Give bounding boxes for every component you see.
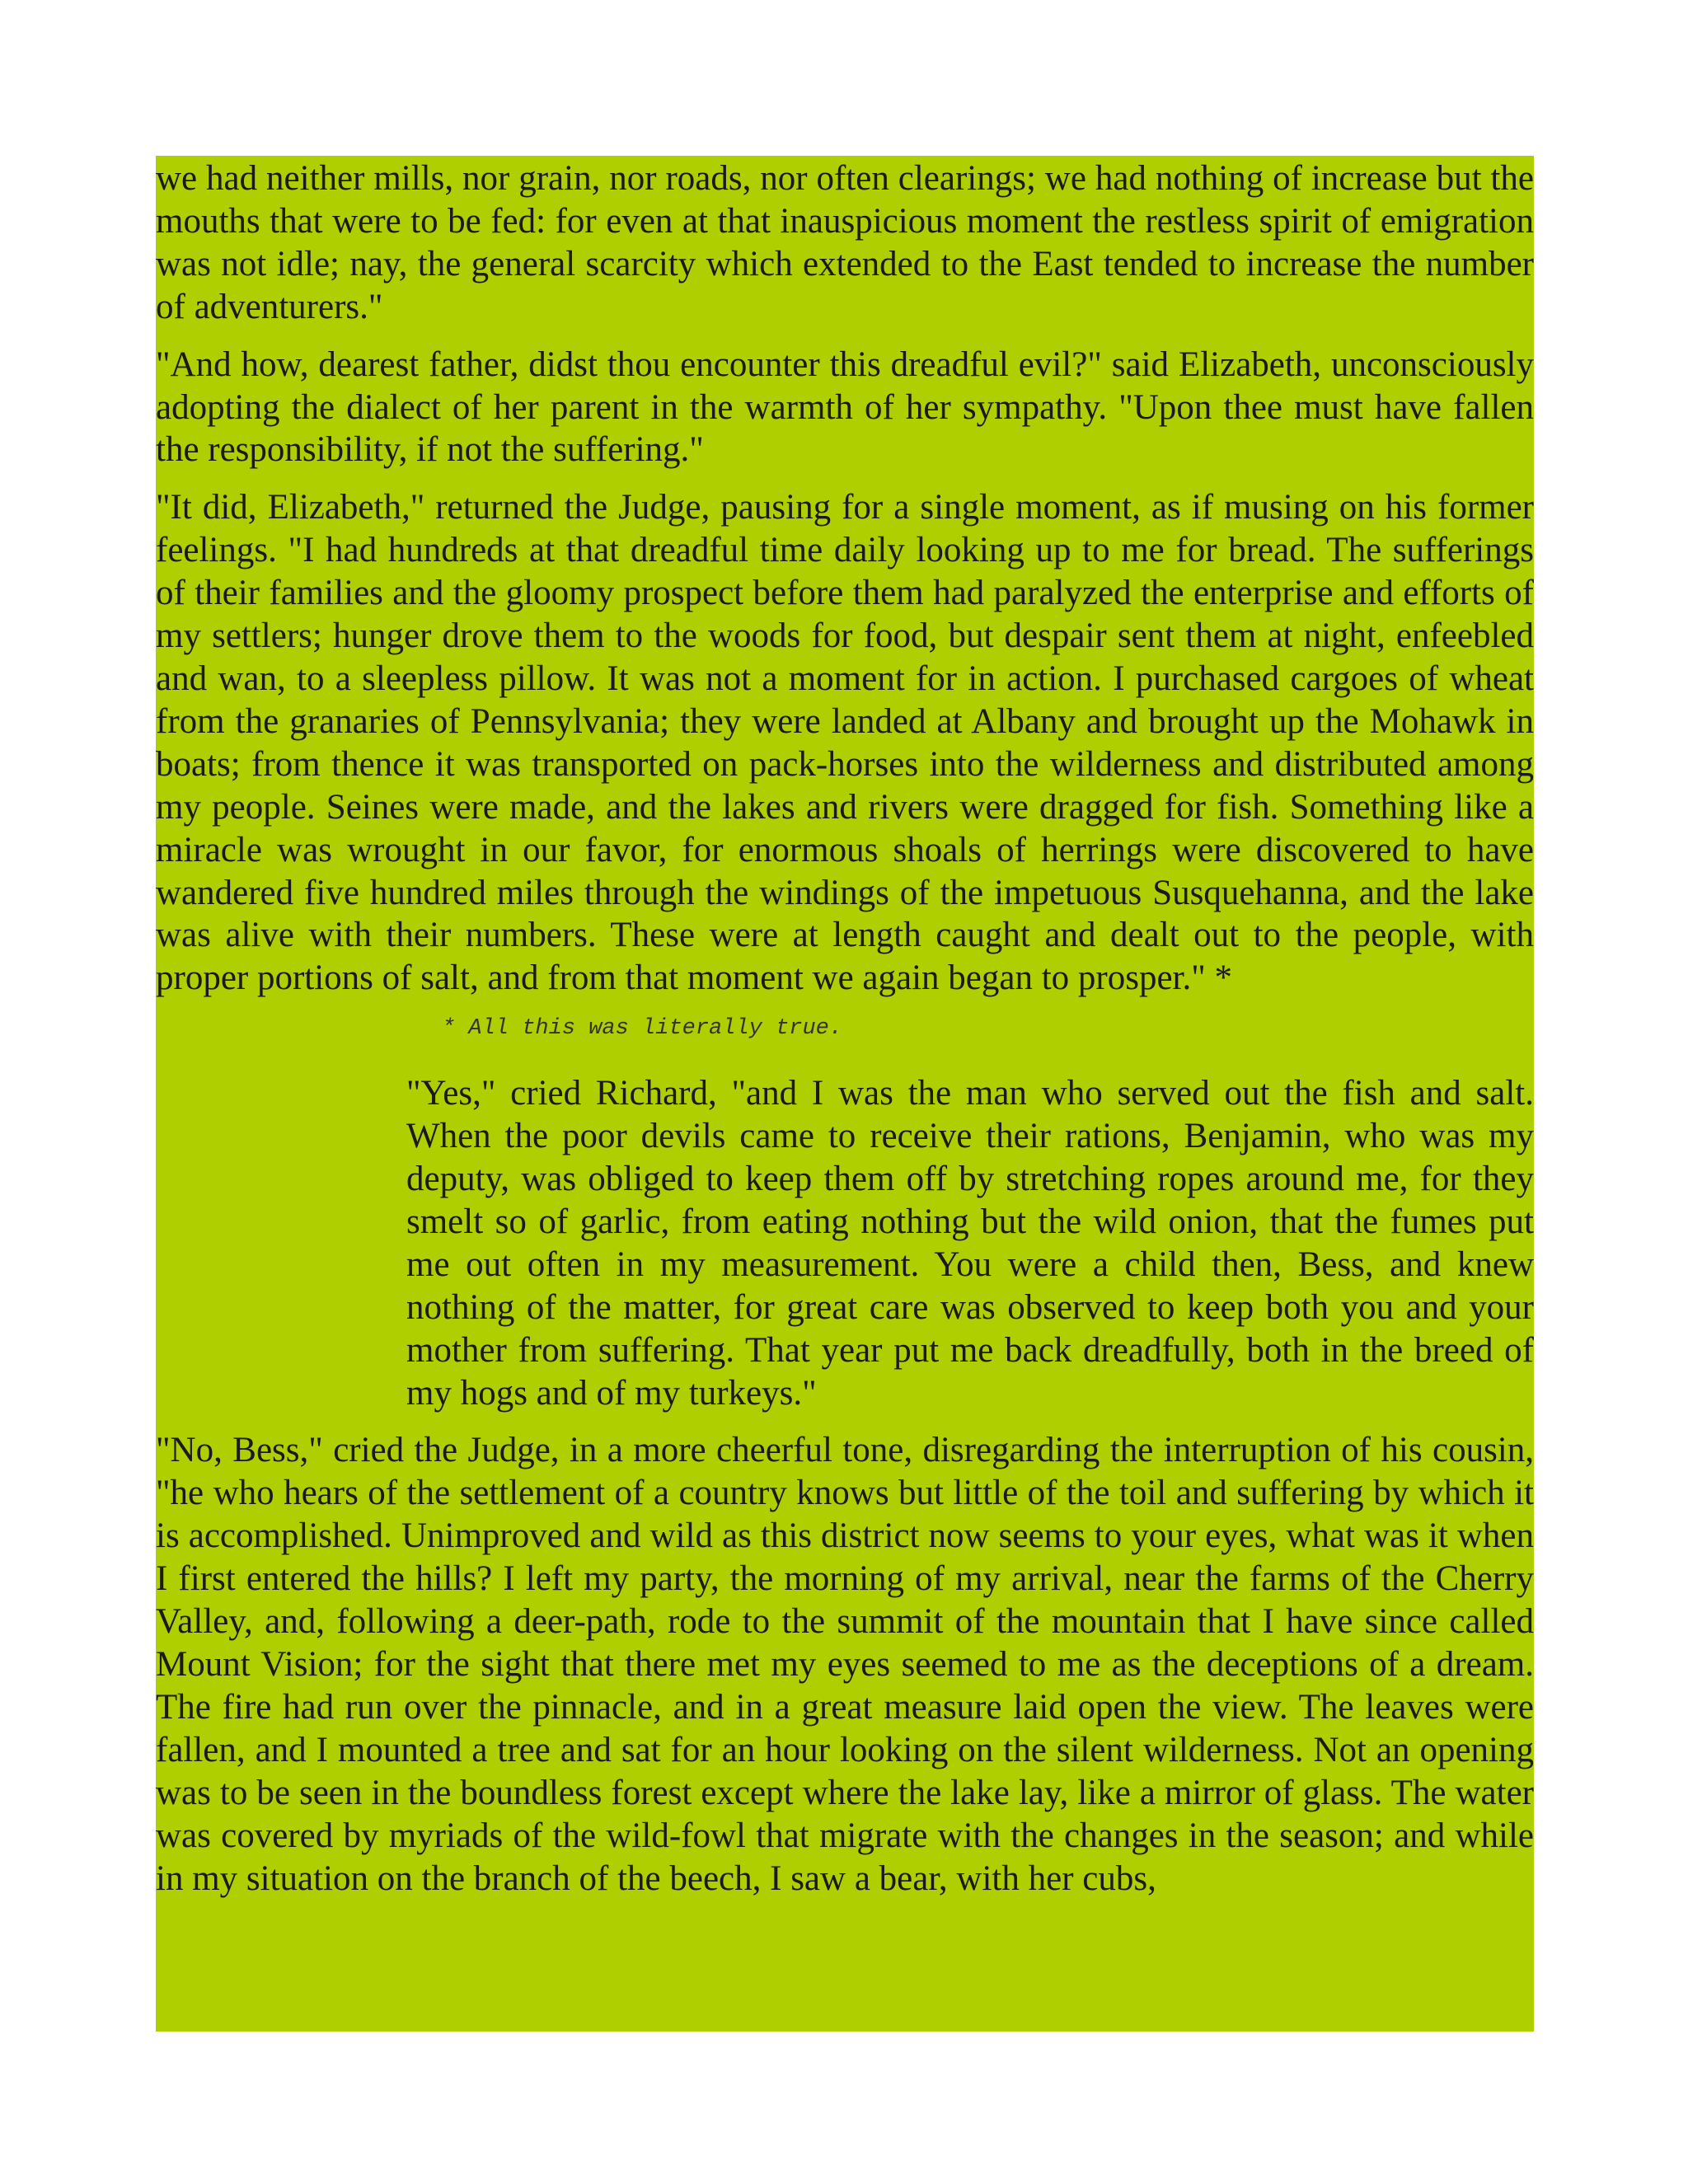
paragraph-judge-mount-vision: "No, Bess," cried the Judge, in a more cheerful tone, disregarding the interruption of his cousin, "he who hears of the settlement of a country knows but little of the toil and suffering by which it is accomplished. Unimproved and wild as this district now seems to your eyes, what was it when I first entered the hills? I left my party, the morning of my arrival, near the farms of the Cherry Valley, and, following a deer-path, rode to the summit of the mountain that I have since called Mount Vision; for the sight that there met my eyes seemed to me as the deceptions of a dream. The fire had run over the pinnacle, and in a great measure laid open the view. The leaves were fallen, and I mounted a tree and sat for an hour looking on the silent wilderness. Not an opening was to be seen in the boundless forest except where the lake lay, like a mirror of glass. The water was covered by myriads of the wild-fowl that migrate with the changes in the season; and while in my situation on the branch of the beech, I saw a bear, with her cubs, xyxy=(156,1431,1534,1898)
paragraph-scarcity: we had neither mills, nor grain, nor roads, nor often clearings; we had nothing of increase but the mouths that were to be fed: for even at that inauspicious moment the restless spirit of emigration was not idle; nay, the general scarcity which extended to the East tended to increase the number of adventurers." xyxy=(156,159,1534,326)
paragraph-richard-indented: "Yes," cried Richard, "and I was the man who served out the fish and salt. When the poor devils came to receive their rations, Benjamin, who was my deputy, was obliged to keep them off by stretching ropes around me, for they smelt so of garlic, from eating nothing but the wild onion, that the fumes put me out often in my measurement. You were a child then, Bess, and knew nothing of the matter, for great care was observed to keep both you and your mother from suffering. That year put me back dreadfully, both in the breed of my hogs and of my turkeys." xyxy=(406,1074,1534,1413)
highlighted-text-block xyxy=(156,156,1534,2032)
paragraph-judge-reply: "It did, Elizabeth," returned the Judge, pausing for a single moment, as if musing on his former feelings. "I had hundreds at that dreadful time daily looking up to me for bread. The sufferings of their families and the gloomy prospect before them had paralyzed the enterprise and efforts of my settlers; hunger drove them to the woods for food, but despair sent them at night, enfeebled and wan, to a sleepless pillow. It was not a moment for in action. I purchased cargoes of wheat from the granaries of Pennsylvania; they were landed at Albany and brought up the Mohawk in boats; from thence it was transported on pack-horses into the wilderness and distributed among my people. Seines were made, and the lakes and rivers were dragged for fish. Something like a miracle was wrought in our favor, for enormous shoals of herrings were discovered to have wandered five hundred miles through the windings of the impetuous Susquehanna, and the lake was alive with their numbers. These were at length caught and dealt out to the people, with proper portions of salt, and from that moment we again began to prosper." * xyxy=(156,488,1534,998)
footnote: * All this was literally true. xyxy=(442,1016,843,1042)
paragraph-elizabeth-question: "And how, dearest father, didst thou encounter this dreadful evil?" said Elizabeth, unconsciously adopting the dialect of her parent in the warmth of her sympathy. "Upon thee must have fallen the responsibility, if not the suffering." xyxy=(156,344,1534,470)
